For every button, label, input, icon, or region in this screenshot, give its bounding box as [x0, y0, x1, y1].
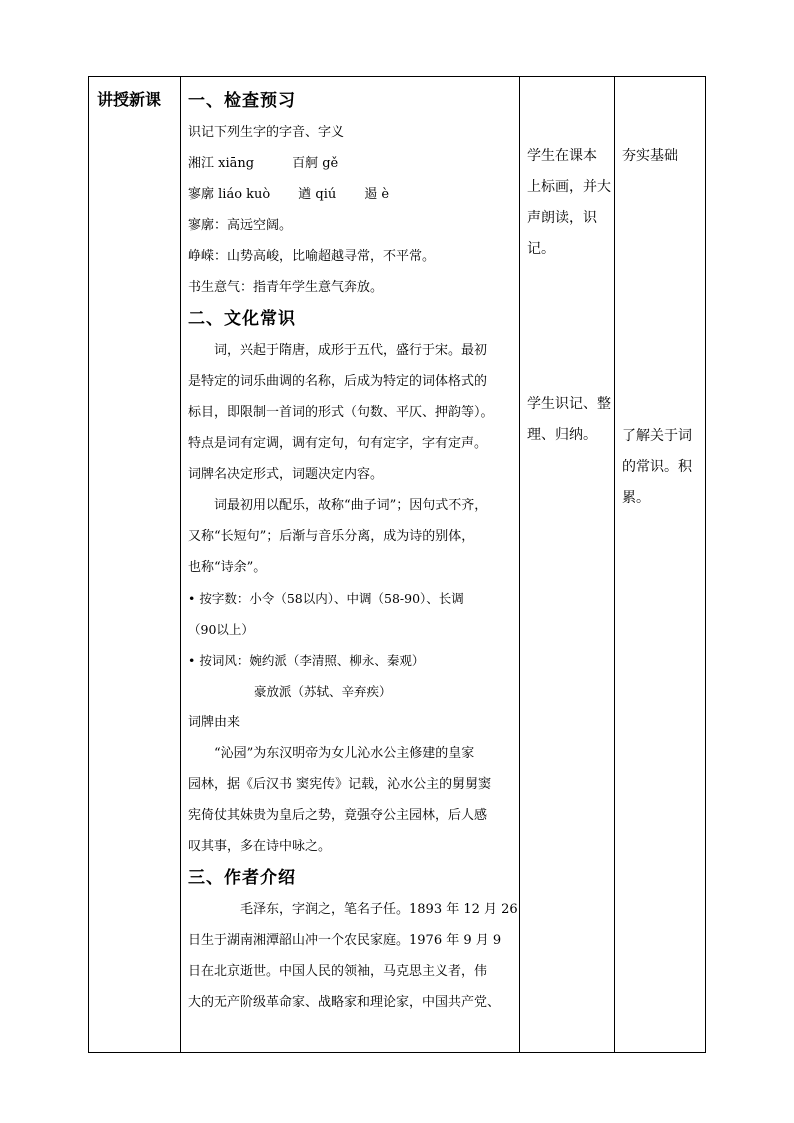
section2-heading: 二、文化常识	[188, 309, 296, 329]
text-line: 也称“诗余”。	[188, 560, 267, 575]
vocab-word: 遏 è	[364, 187, 390, 202]
vocab-line	[188, 179, 513, 210]
text-line: 毛泽东，字润之，笔名子任。1893 年 12 月 26	[240, 902, 518, 917]
activity-line: 上标画，并大	[527, 179, 611, 195]
text-line: 是特定的词乐曲调的名称，后成为特定的词体格式的	[188, 374, 488, 389]
vocab-word: 湘江 xiāng	[188, 156, 255, 171]
section1-heading: 一、检查预习	[188, 91, 296, 111]
intent-line: 了解关于词	[622, 428, 692, 444]
text-line: 宪倚仗其妹贵为皇后之势，竟强夺公主园林，后人感	[188, 808, 488, 823]
section1-intro: 识记下列生字的字音、字义	[188, 125, 345, 140]
column-divider	[614, 77, 615, 1052]
vocab-word: 遒 qiú	[298, 187, 337, 202]
text-line: 叹其事，多在诗中咏之。	[188, 839, 332, 854]
text-line: 又称“长短句”；后渐与音乐分离，成为诗的别体，	[188, 529, 475, 544]
text-line: 豪放派（苏轼、辛弃疾）	[254, 684, 392, 699]
text-line: 园林，据《后汉书 窦宪传》记载，沁水公主的舅舅窦	[188, 777, 492, 792]
definition: 峥嵘：山势高峻，比喻超越寻常，不平常。	[188, 249, 436, 264]
design-intent-2	[622, 421, 706, 514]
text-line: 词最初用以配乐，故称“曲子词”；因句式不齐，	[214, 498, 488, 513]
student-activity-1	[527, 141, 611, 265]
activity-line: 声朗读，识记。	[527, 210, 597, 257]
activity-line: 学生识记、整	[527, 396, 611, 412]
vocab-word: 寥廓 liáo kuò	[188, 187, 271, 202]
text-line: 大的无产阶级革命家、战略家和理论家，中国共产党、	[188, 995, 501, 1010]
text-line: 标目，即限制一首词的形式（句数、平仄、押韵等）。	[188, 405, 494, 420]
bullet-line: • 按词风：婉约派（李清照、柳永、秦观）	[188, 653, 425, 668]
row-label: 讲授新课	[97, 90, 162, 109]
lesson-plan-table	[88, 76, 706, 1053]
text-line: 特点是词有定调，调有定句，句有定字，字有定声。	[188, 436, 488, 451]
column-divider	[519, 77, 520, 1052]
subheading: 词牌由来	[188, 715, 241, 730]
definition: 书生意气：指青年学生意气奔放。	[188, 280, 384, 295]
text-line: “沁园”为东汉明帝为女儿沁水公主修建的皇家	[214, 746, 475, 761]
text-line: 词牌名决定形式，词题决定内容。	[188, 467, 384, 482]
design-intent-1: 夯实基础	[622, 148, 678, 164]
intent-line: 的常识。积累。	[622, 459, 692, 506]
section3-heading: 三、作者介绍	[188, 868, 296, 888]
text-line: 日在北京逝世。中国人民的领袖，马克思主义者，伟	[188, 964, 488, 979]
activity-line: 理、归纳。	[527, 427, 597, 443]
definition: 寥廓：高远空阔。	[188, 218, 293, 233]
text-line: （90以上）	[188, 622, 254, 637]
teaching-content	[188, 85, 518, 1018]
student-activity-2	[527, 389, 611, 451]
vocab-word: 百舸 gě	[292, 156, 339, 171]
bullet-line: • 按字数：小令（58以内）、中调（58-90）、长调	[188, 591, 464, 606]
text-line: 日生于湖南湘潭韶山冲一个农民家庭。1976 年 9 月 9	[188, 933, 502, 948]
activity-line: 学生在课本	[527, 148, 597, 164]
text-line: 词，兴起于隋唐，成形于五代，盛行于宋。最初	[214, 343, 488, 358]
column-divider	[180, 77, 181, 1052]
vocab-line	[188, 148, 513, 179]
